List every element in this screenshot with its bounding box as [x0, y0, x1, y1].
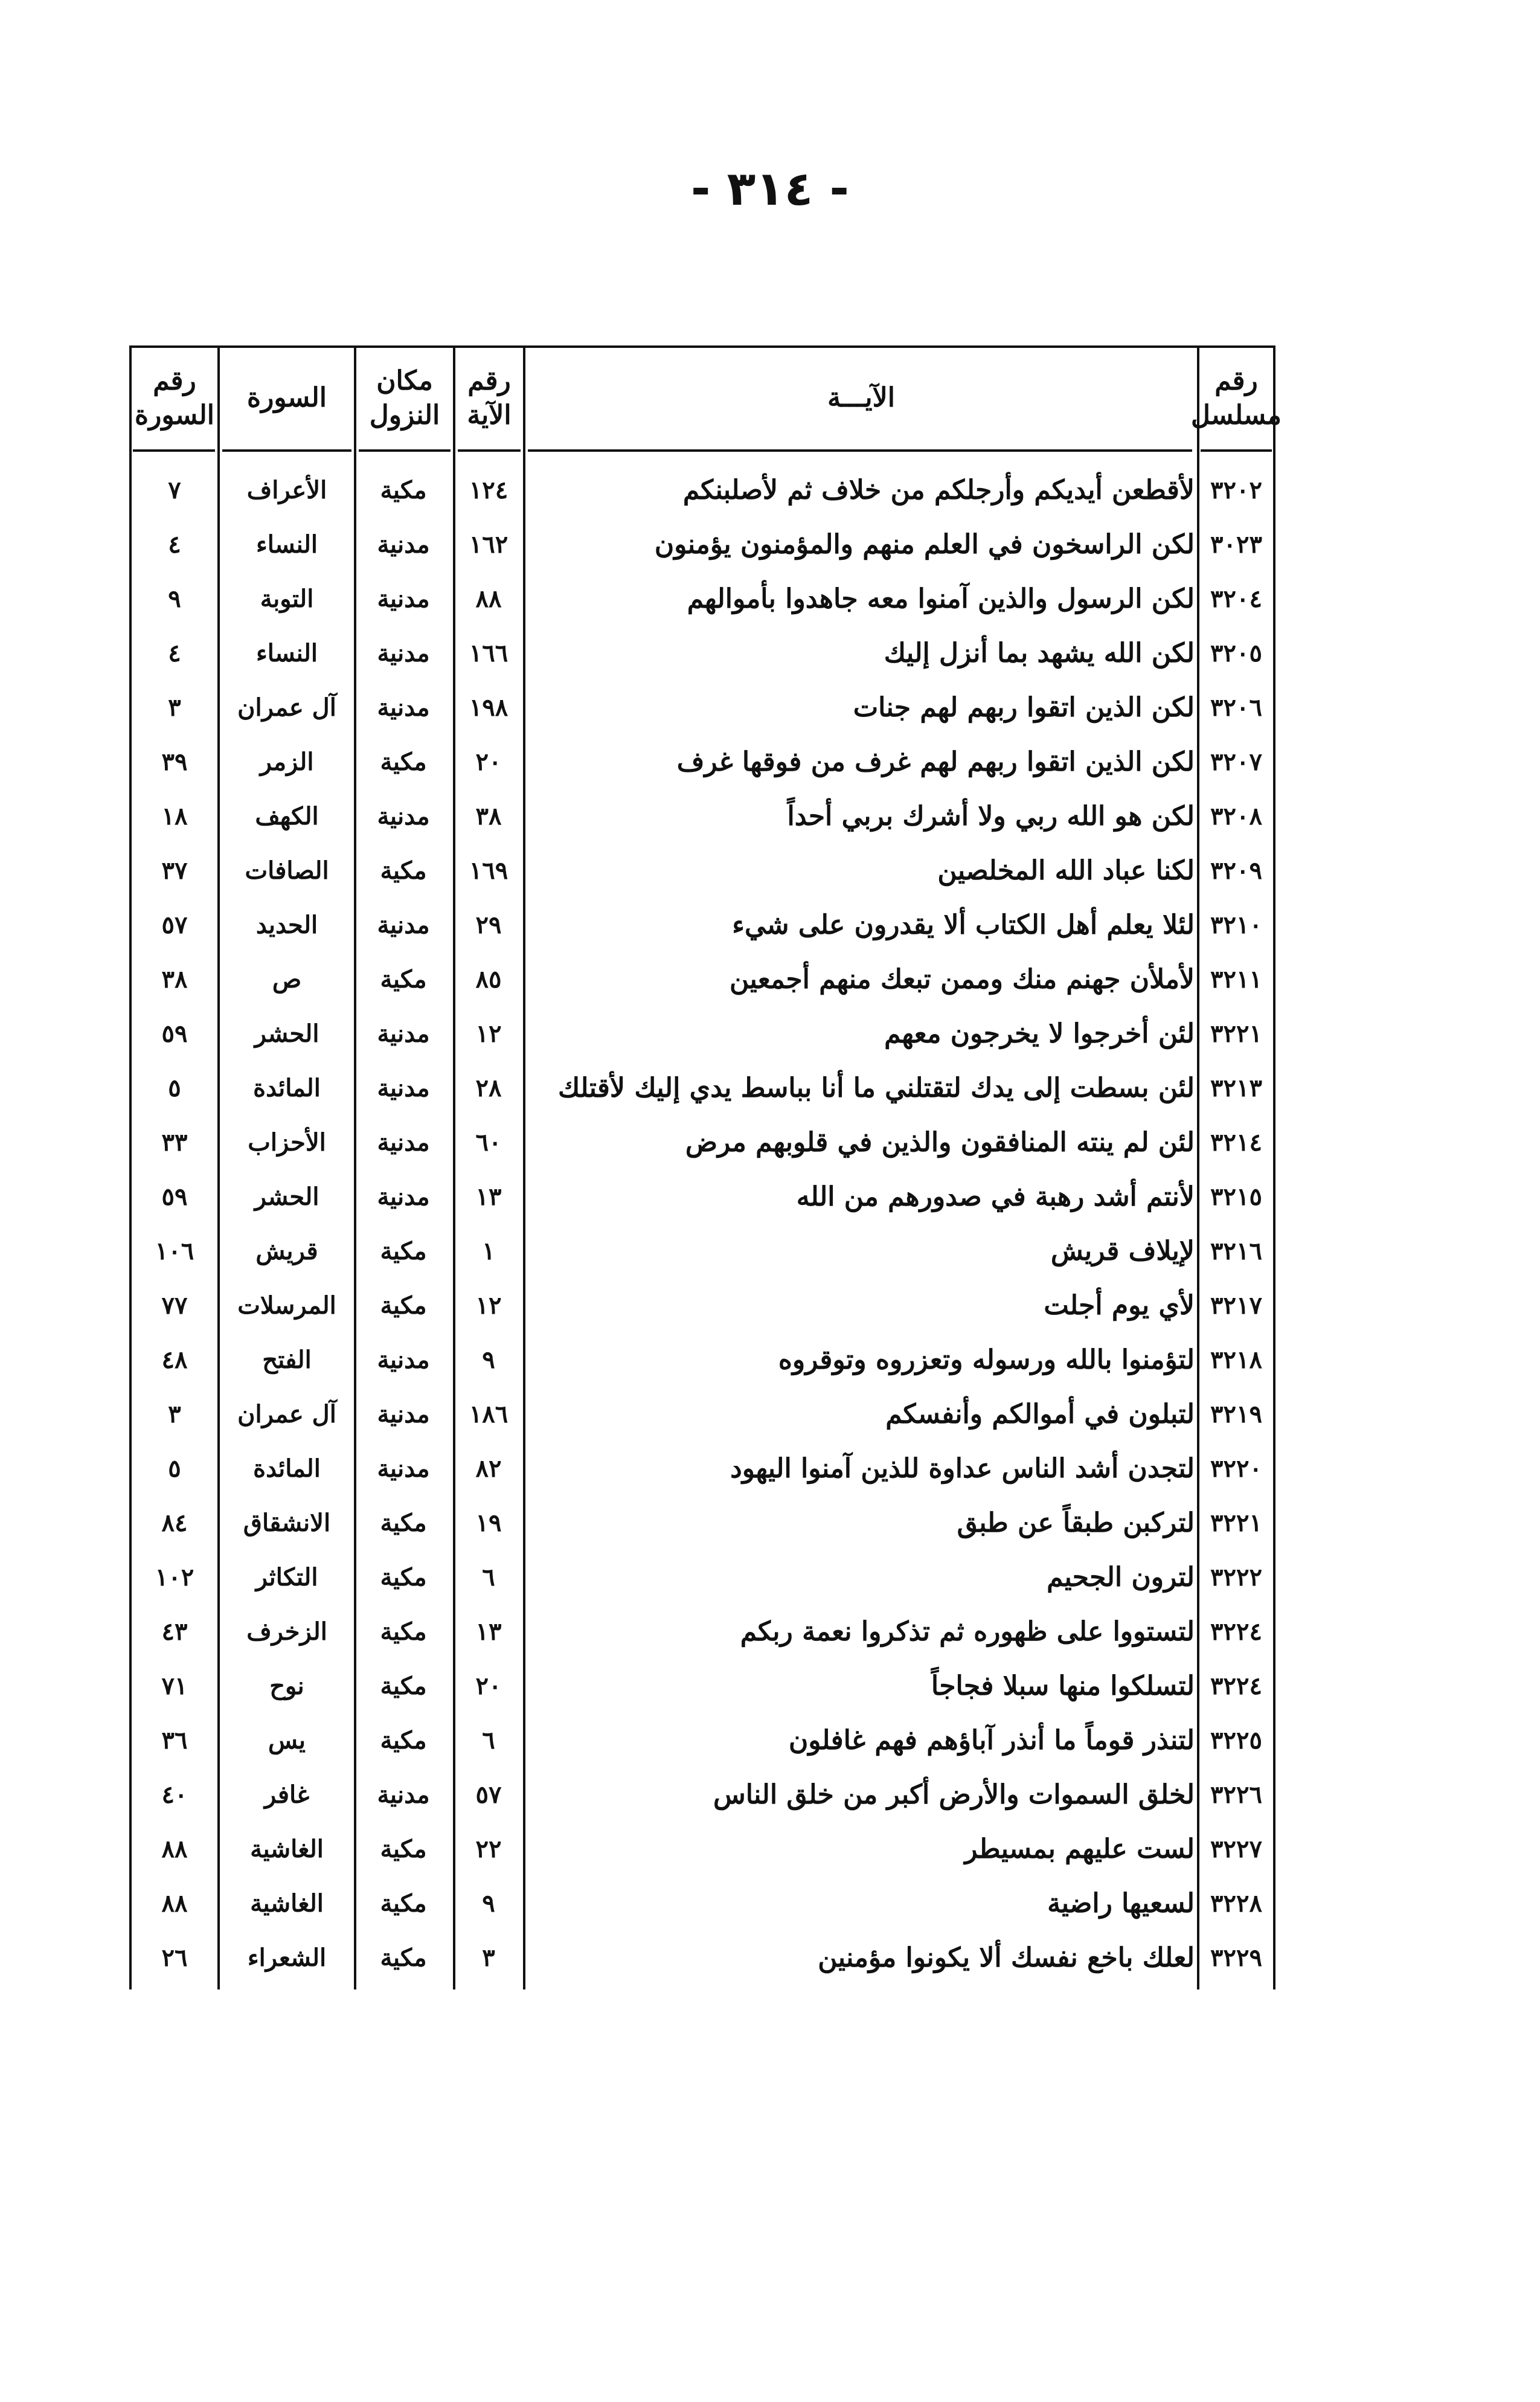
revelation-place: مكية — [380, 1671, 427, 1700]
verse-text: لتؤمنوا بالله ورسوله وتعزروه وتوقروه — [778, 1344, 1195, 1375]
header-ayah-number: رقم الآية — [467, 365, 512, 431]
serial-number: ٣٢٢٩ — [1210, 1943, 1262, 1972]
serial-number: ٣٢١٤ — [1210, 1128, 1262, 1157]
ayah-number: ٥٧ — [475, 1780, 502, 1809]
table-row — [129, 1495, 1275, 1550]
surah-name: الغاشية — [250, 1889, 324, 1918]
header-verse: الآيـــة — [827, 382, 895, 414]
serial-number: ٣٢٢٦ — [1210, 1780, 1262, 1809]
surah-number: ٤ — [168, 530, 181, 559]
revelation-place: مدنية — [377, 1128, 430, 1157]
ayah-number: ١٢ — [475, 1291, 502, 1320]
surah-name: آل عمران — [237, 1399, 336, 1428]
serial-number: ٣٢٠٨ — [1210, 801, 1262, 830]
revelation-place: مكية — [380, 1617, 427, 1646]
serial-number: ٣٢١١ — [1210, 965, 1262, 994]
table-row — [129, 1332, 1275, 1387]
serial-number: ٣٢١٠ — [1210, 910, 1262, 939]
serial-number: ٣٢٠٥ — [1210, 638, 1262, 667]
surah-number: ٨٤ — [161, 1508, 188, 1537]
header-underline — [528, 449, 1192, 452]
serial-number: ٣٢٠٩ — [1210, 856, 1262, 885]
ayah-number: ٢٨ — [475, 1073, 502, 1102]
surah-name: الانشقاق — [243, 1508, 331, 1537]
revelation-place: مكية — [380, 1291, 427, 1320]
ayah-number: ٦ — [482, 1726, 495, 1755]
table-row — [129, 898, 1275, 952]
verse-text: لأنتم أشد رهبة في صدورهم من الله — [796, 1181, 1195, 1212]
surah-name: الزمر — [260, 747, 314, 776]
table-row — [129, 1767, 1275, 1822]
revelation-place: مدنية — [377, 693, 430, 722]
header-underline — [359, 449, 451, 452]
verse-text: لئن لم ينته المنافقون والذين في قلوبهم مرض — [685, 1126, 1195, 1158]
verse-index-table — [129, 345, 1282, 1989]
revelation-place: مكية — [380, 475, 427, 504]
table-row — [129, 517, 1275, 571]
verse-text: لتجدن أشد الناس عداوة للذين آمنوا اليهود — [730, 1453, 1195, 1484]
table-row — [129, 1604, 1275, 1659]
ayah-number: ٣ — [482, 1943, 495, 1972]
ayah-number: ١٢ — [475, 1019, 502, 1048]
verse-text: لتركبن طبقاً عن طبق — [957, 1507, 1195, 1538]
revelation-place: مكية — [380, 1889, 427, 1918]
verse-text: لكن هو الله ربي ولا أشرك بربي أحداً — [787, 800, 1195, 832]
revelation-place: مدنية — [377, 638, 430, 667]
ayah-number: ١٦٩ — [469, 856, 509, 885]
surah-number: ٧١ — [161, 1671, 188, 1700]
table-row — [129, 680, 1275, 734]
table-row — [129, 1713, 1275, 1767]
surah-name: الحشر — [254, 1019, 319, 1048]
revelation-place: مدنية — [377, 1345, 430, 1374]
ayah-number: ١٣ — [475, 1182, 502, 1211]
revelation-place: مكية — [380, 1562, 427, 1591]
serial-number: ٣٢١٦ — [1210, 1236, 1262, 1265]
table-row — [129, 1550, 1275, 1604]
revelation-place: مدنية — [377, 1780, 430, 1809]
serial-number: ٣٢٠٢ — [1210, 475, 1262, 504]
revelation-place: مدنية — [377, 801, 430, 830]
surah-number: ١٠٦ — [155, 1236, 194, 1265]
surah-name: يس — [268, 1726, 306, 1755]
surah-name: الشعراء — [247, 1943, 327, 1972]
surah-number: ٤ — [168, 638, 181, 667]
table-row — [129, 1006, 1275, 1061]
verse-text: لتنذر قوماً ما أنذر آباؤهم فهم غافلون — [788, 1724, 1195, 1756]
surah-name: الأعراف — [246, 475, 327, 504]
revelation-place: مكية — [380, 1726, 427, 1755]
table-row — [129, 463, 1275, 517]
header-surah: السورة — [247, 382, 327, 414]
ayah-number: ٨٥ — [475, 965, 502, 994]
surah-number: ١٠٢ — [155, 1562, 194, 1591]
surah-number: ٨٨ — [161, 1889, 188, 1918]
surah-name: التكاثر — [255, 1562, 318, 1591]
revelation-place: مدنية — [377, 910, 430, 939]
table-row — [129, 1169, 1275, 1224]
verse-text: لكن الراسخون في العلم منهم والمؤمنون يؤمنون — [654, 528, 1195, 560]
table-row — [129, 1224, 1275, 1278]
ayah-number: ٦٠ — [475, 1128, 502, 1157]
serial-number: ٣٢٢١ — [1210, 1508, 1262, 1537]
revelation-place: مدنية — [377, 1073, 430, 1102]
surah-number: ٣ — [168, 693, 181, 722]
ayah-number: ٢٠ — [475, 747, 502, 776]
verse-text: لست عليهم بمسيطر — [964, 1833, 1195, 1864]
serial-number: ٣٢٢٤ — [1210, 1671, 1262, 1700]
surah-number: ٣ — [168, 1399, 181, 1428]
header-place: مكان النزول — [369, 365, 440, 431]
serial-number: ٣٢١٣ — [1210, 1073, 1262, 1102]
surah-name: المائدة — [253, 1454, 321, 1483]
surah-name: التوبة — [260, 584, 314, 613]
serial-number: ٣٢٢٤ — [1210, 1617, 1262, 1646]
table-row — [129, 1061, 1275, 1115]
revelation-place: مدنية — [377, 1019, 430, 1048]
verse-text: لكن الذين اتقوا ربهم لهم جنات — [853, 692, 1195, 723]
serial-number: ٣٢٠٤ — [1210, 584, 1262, 613]
surah-number: ٥ — [168, 1073, 181, 1102]
surah-name: الفتح — [262, 1345, 312, 1374]
surah-number: ٧ — [168, 475, 181, 504]
ayah-number: ٩ — [482, 1345, 495, 1374]
surah-number: ٩ — [168, 584, 181, 613]
revelation-place: مكية — [380, 747, 427, 776]
ayah-number: ٦ — [482, 1562, 495, 1591]
table-row — [129, 626, 1275, 680]
surah-number: ٥ — [168, 1454, 181, 1483]
table-row — [129, 571, 1275, 626]
surah-number: ٨٨ — [161, 1834, 188, 1863]
ayah-number: ١ — [482, 1236, 495, 1265]
table-row — [129, 734, 1275, 789]
revelation-place: مدنية — [377, 1182, 430, 1211]
ayah-number: ٣٨ — [475, 801, 502, 830]
surah-number: ٥٩ — [161, 1019, 188, 1048]
ayah-number: ٨٨ — [475, 584, 502, 613]
table-row — [129, 1278, 1275, 1332]
surah-name: الزخرف — [246, 1617, 327, 1646]
serial-number: ٣٢١٩ — [1210, 1399, 1262, 1428]
verse-text: لخلق السموات والأرض أكبر من خلق الناس — [713, 1779, 1195, 1810]
verse-text: لكن الذين اتقوا ربهم لهم غرف من فوقها غرف — [676, 746, 1195, 777]
verse-text: لسعيها راضية — [1047, 1887, 1195, 1919]
ayah-number: ١٦٦ — [469, 638, 509, 667]
revelation-place: مدنية — [377, 584, 430, 613]
surah-name: نوح — [269, 1671, 304, 1700]
surah-name: الغاشية — [250, 1834, 324, 1863]
table-top-border — [129, 345, 1275, 348]
verse-text: لكن الرسول والذين آمنوا معه جاهدوا بأموالهم — [687, 583, 1195, 614]
header-surah-number: رقم السورة — [135, 365, 214, 431]
ayah-number: ١٣ — [475, 1617, 502, 1646]
revelation-place: مكية — [380, 1834, 427, 1863]
serial-number: ٣٢١٧ — [1210, 1291, 1262, 1320]
ayah-number: ٢٠ — [475, 1671, 502, 1700]
header-serial: رقم مسلسل — [1191, 365, 1282, 431]
serial-number: ٣٢٢٧ — [1210, 1834, 1262, 1863]
table-row — [129, 1876, 1275, 1930]
surah-number: ٤٨ — [161, 1345, 188, 1374]
surah-number: ٣٦ — [161, 1726, 188, 1755]
header-underline — [222, 449, 351, 452]
verse-text: لإيلاف قريش — [1050, 1235, 1195, 1267]
surah-name: غافر — [264, 1780, 310, 1809]
verse-text: لأملأن جهنم منك وممن تبعك منهم أجمعين — [730, 963, 1195, 995]
ayah-number: ١٩ — [475, 1508, 502, 1537]
surah-name: النساء — [255, 638, 318, 667]
surah-name: آل عمران — [237, 693, 336, 722]
serial-number: ٣٠٢٣ — [1210, 530, 1262, 559]
verse-text: لكن الله يشهد بما أنزل إليك — [884, 637, 1195, 669]
surah-name: المرسلات — [237, 1291, 336, 1320]
surah-number: ٥٩ — [161, 1182, 188, 1211]
table-row — [129, 1930, 1275, 1985]
surah-name: الصافات — [245, 856, 329, 885]
table-row — [129, 1822, 1275, 1876]
serial-number: ٣٢١٥ — [1210, 1182, 1262, 1211]
table-row — [129, 952, 1275, 1006]
ayah-number: ٨٢ — [475, 1454, 502, 1483]
surah-number: ١٨ — [161, 801, 188, 830]
serial-number: ٣٢٠٦ — [1210, 693, 1262, 722]
surah-name: الحديد — [255, 910, 318, 939]
surah-number: ٣٩ — [161, 747, 188, 776]
revelation-place: مدنية — [377, 1399, 430, 1428]
revelation-place: مدنية — [377, 1454, 430, 1483]
table-row — [129, 1659, 1275, 1713]
revelation-place: مكية — [380, 856, 427, 885]
serial-number: ٣٢٠٧ — [1210, 747, 1262, 776]
verse-text: لأي يوم أجلت — [1044, 1289, 1195, 1321]
ayah-number: ٩ — [482, 1889, 495, 1918]
revelation-place: مكية — [380, 1508, 427, 1537]
ayah-number: ١٨٦ — [469, 1399, 509, 1428]
verse-text: لئلا يعلم أهل الكتاب ألا يقدرون على شيء — [732, 909, 1195, 940]
verse-text: لأقطعن أيديكم وأرجلكم من خلاف ثم لأصلبنكم — [682, 474, 1195, 506]
serial-number: ٣٢٢٠ — [1210, 1454, 1262, 1483]
verse-text: لتستووا على ظهوره ثم تذكروا نعمة ربكم — [740, 1616, 1195, 1647]
surah-number: ٤٠ — [161, 1780, 188, 1809]
verse-text: لئن أخرجوا لا يخرجون معهم — [884, 1018, 1195, 1049]
surah-number: ٧٧ — [161, 1291, 188, 1320]
surah-number: ٤٣ — [161, 1617, 188, 1646]
surah-name: ص — [272, 965, 302, 994]
serial-number: ٣٢٢٨ — [1210, 1889, 1262, 1918]
verse-text: لترون الجحيم — [1047, 1561, 1195, 1593]
header-underline — [1201, 449, 1272, 452]
verse-text: لتسلكوا منها سبلا فجاجاً — [931, 1670, 1195, 1701]
header-underline — [458, 449, 521, 452]
surah-name: الأحزاب — [248, 1128, 326, 1157]
surah-number: ٣٣ — [161, 1128, 188, 1157]
header-underline — [133, 449, 215, 452]
revelation-place: مكية — [380, 965, 427, 994]
surah-number: ٣٧ — [161, 856, 188, 885]
ayah-number: ٢٩ — [475, 910, 502, 939]
ayah-number: ٢٢ — [475, 1834, 502, 1863]
ayah-number: ١٢٤ — [469, 475, 509, 504]
surah-name: المائدة — [253, 1073, 321, 1102]
table-row — [129, 789, 1275, 843]
ayah-number: ١٩٨ — [469, 693, 509, 722]
table-row — [129, 1441, 1275, 1495]
revelation-place: مكية — [380, 1943, 427, 1972]
table-row — [129, 1115, 1275, 1169]
surah-number: ٥٧ — [161, 910, 188, 939]
verse-text: لعلك باخع نفسك ألا يكونوا مؤمنين — [818, 1942, 1195, 1973]
surah-name: قريش — [255, 1236, 318, 1265]
serial-number: ٣٢٢١ — [1210, 1019, 1262, 1048]
surah-name: الحشر — [254, 1182, 319, 1211]
serial-number: ٣٢٢٢ — [1210, 1562, 1262, 1591]
verse-text: لتبلون في أموالكم وأنفسكم — [885, 1398, 1195, 1430]
ayah-number: ١٦٢ — [469, 530, 509, 559]
surah-name: الكهف — [255, 801, 319, 830]
verse-text: لكنا عباد الله المخلصين — [937, 855, 1195, 886]
table-row — [129, 1387, 1275, 1441]
revelation-place: مكية — [380, 1236, 427, 1265]
surah-name: النساء — [255, 530, 318, 559]
surah-number: ٢٦ — [161, 1943, 188, 1972]
page-number: - ٣١٤ - — [691, 162, 849, 216]
serial-number: ٣٢١٨ — [1210, 1345, 1262, 1374]
surah-number: ٣٨ — [161, 965, 188, 994]
verse-text: لئن بسطت إلى يدك لتقتلني ما أنا بباسط يدي إليك لأقتلك — [557, 1072, 1195, 1103]
serial-number: ٣٢٢٥ — [1210, 1726, 1262, 1755]
table-row — [129, 843, 1275, 898]
revelation-place: مدنية — [377, 530, 430, 559]
